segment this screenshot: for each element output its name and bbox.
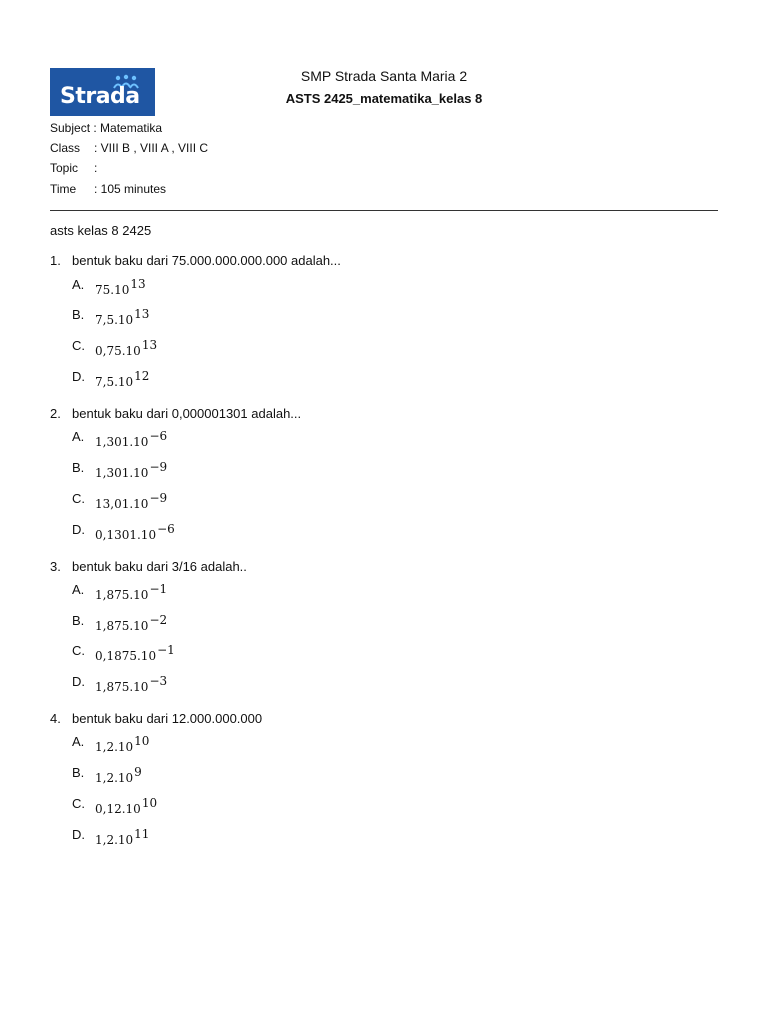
option-label: D.: [72, 522, 85, 537]
option-b[interactable]: [95, 460, 168, 480]
option-d[interactable]: [95, 522, 175, 542]
option-exponent: 13: [134, 307, 150, 321]
question-text: bentuk baku dari 12.000.000.000: [72, 711, 263, 726]
option-d[interactable]: [95, 674, 168, 694]
option-base: 7,5.10: [95, 375, 134, 389]
option-exponent: 9: [134, 765, 142, 779]
option-exponent: −9: [149, 491, 168, 505]
strada-logo: [50, 68, 155, 116]
option-label: B.: [72, 765, 85, 780]
option-a[interactable]: [95, 582, 168, 602]
option-exponent: −6: [149, 429, 168, 443]
option-a[interactable]: [95, 277, 146, 297]
option-d[interactable]: [95, 827, 150, 847]
option-label: C.: [72, 643, 85, 658]
option-base: 75.10: [95, 283, 130, 297]
option-exponent: 13: [130, 277, 146, 291]
option-b[interactable]: [95, 613, 168, 633]
option-b[interactable]: [95, 765, 142, 785]
option-label: B.: [72, 460, 85, 475]
option-base: 1,2.10: [95, 740, 134, 754]
option-label: A.: [72, 277, 85, 292]
option-label: C.: [72, 491, 85, 506]
option-label: B.: [72, 307, 85, 322]
meta-subject-text: Subject : Matematika: [50, 121, 163, 135]
section-heading: asts kelas 8 2425: [50, 223, 152, 238]
option-b[interactable]: [95, 307, 150, 327]
option-label: D.: [72, 369, 85, 384]
question-number: 4.: [50, 711, 61, 726]
option-base: 13,01.10: [95, 497, 149, 511]
meta-value: : VIII B , VIII A , VIII C: [94, 141, 209, 155]
option-base: 0,12.10: [95, 802, 141, 816]
meta-key: Topic: [50, 161, 79, 175]
option-a[interactable]: [95, 734, 150, 754]
option-label: A.: [72, 429, 85, 444]
school-name: SMP Strada Santa Maria 2: [300, 68, 468, 84]
option-label: C.: [72, 338, 85, 353]
meta-time: [50, 182, 166, 196]
meta-key: Class: [50, 141, 81, 155]
option-base: 7,5.10: [95, 313, 134, 327]
option-exponent: 10: [134, 734, 150, 748]
option-label: A.: [72, 734, 85, 749]
meta-key: Time: [50, 182, 77, 196]
option-base: 1,875.10: [95, 680, 149, 694]
option-exponent: −1: [157, 643, 175, 657]
logo-text: Strada: [60, 84, 140, 109]
option-exponent: 11: [134, 827, 150, 841]
option-exponent: −6: [157, 522, 175, 536]
option-exponent: 13: [141, 338, 158, 352]
option-base: 1,301.10: [95, 466, 149, 480]
option-exponent: −3: [149, 674, 168, 688]
question-number: 2.: [50, 406, 61, 421]
option-base: 0,1301.10: [95, 528, 157, 542]
option-exponent: −2: [149, 613, 168, 627]
exam-title: ASTS 2425_matematika_kelas 8: [285, 91, 483, 106]
option-label: D.: [72, 674, 85, 689]
option-label: A.: [72, 582, 85, 597]
option-label: B.: [72, 613, 85, 628]
meta-class: [50, 141, 208, 155]
option-label: D.: [72, 827, 85, 842]
question-text: bentuk baku dari 3/16 adalah..: [72, 559, 247, 574]
question-number: 1.: [50, 253, 61, 268]
option-base: 1,2.10: [95, 771, 134, 785]
option-label: C.: [72, 796, 85, 811]
option-c[interactable]: [95, 491, 168, 511]
option-exponent: 12: [134, 369, 150, 383]
meta-topic: [50, 161, 97, 175]
option-base: 0,75.10: [95, 344, 141, 358]
option-c[interactable]: [95, 643, 175, 663]
option-exponent: −9: [149, 460, 168, 474]
option-base: 1,2.10: [95, 833, 134, 847]
option-c[interactable]: [95, 796, 158, 816]
option-base: 1,301.10: [95, 435, 149, 449]
question-text: bentuk baku dari 75.000.000.000.000 adalah...: [72, 253, 341, 268]
meta-value: :: [94, 161, 98, 175]
option-base: 0,1875.10: [95, 649, 157, 663]
header-divider: [50, 210, 718, 211]
option-c[interactable]: [95, 338, 158, 358]
option-d[interactable]: [95, 369, 150, 389]
question-text: bentuk baku dari 0,000001301 adalah...: [72, 406, 302, 421]
question-number: 3.: [50, 559, 61, 574]
meta-value: : 105 minutes: [94, 182, 167, 196]
option-exponent: 10: [141, 796, 158, 810]
option-base: 1,875.10: [95, 619, 149, 633]
option-base: 1,875.10: [95, 588, 149, 602]
meta-subject: [50, 121, 162, 135]
option-exponent: −1: [149, 582, 168, 596]
option-a[interactable]: [95, 429, 168, 449]
